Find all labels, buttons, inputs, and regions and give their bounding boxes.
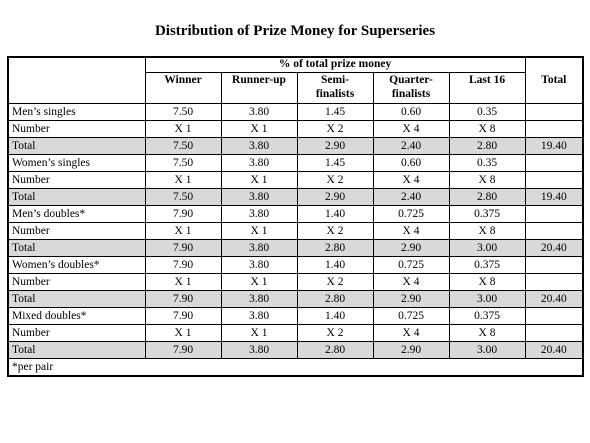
table-cell: 1.40 [297,308,373,325]
table-row [8,223,583,240]
table-cell: 1.45 [297,155,373,172]
table-cell: 20.40 [525,342,583,359]
table-cell [525,172,583,189]
table-cell: X 4 [373,325,449,342]
page-title: Distribution of Prize Money for Superseries [154,23,436,39]
table-cell: 19.40 [525,189,583,206]
table-cell: 7.90 [145,240,221,257]
table-cell: 3.80 [221,104,297,121]
row-label: Number [8,223,145,240]
table-cell: 0.375 [449,206,525,223]
table-cell: X 1 [221,223,297,240]
table-cell: X 8 [449,172,525,189]
table-cell: X 2 [297,223,373,240]
table-cell: 7.50 [145,155,221,172]
table-cell: 7.50 [145,189,221,206]
table-row [8,138,583,155]
table-cell [525,104,583,121]
table-row [8,206,583,223]
table-cell: 3.80 [221,257,297,274]
table-cell [525,206,583,223]
table-cell: 0.35 [449,155,525,172]
table-cell: 0.725 [373,257,449,274]
table-cell: X 2 [297,325,373,342]
table-cell [525,274,583,291]
table-row [8,325,583,342]
table-cell: X 1 [145,274,221,291]
corner-cell-lower [8,73,145,104]
table-cell: 2.80 [297,291,373,308]
row-label: Men’s singles [8,104,145,121]
table-cell: 19.40 [525,138,583,155]
table-cell [525,325,583,342]
corner-cell [8,57,145,73]
table-cell: X 4 [373,121,449,138]
table-cell: 0.375 [449,308,525,325]
table-cell: X 8 [449,325,525,342]
table-cell: X 1 [145,325,221,342]
table-cell: X 4 [373,223,449,240]
table-cell: X 2 [297,121,373,138]
row-label: Mixed doubles* [8,308,145,325]
table-cell: 2.90 [373,291,449,308]
table-cell: X 1 [221,121,297,138]
table-cell: 3.00 [449,291,525,308]
row-label: Total [8,189,145,206]
table-cell: 3.80 [221,240,297,257]
row-label: Number [8,274,145,291]
table-cell: 3.80 [221,308,297,325]
table-cell: 0.725 [373,308,449,325]
table-cell: X 1 [221,325,297,342]
table-cell: 0.60 [373,155,449,172]
table-cell: 2.80 [297,240,373,257]
table-cell: 7.90 [145,206,221,223]
table-cell: 2.80 [449,189,525,206]
table-cell: 0.60 [373,104,449,121]
table-cell: 7.90 [145,291,221,308]
table-row [8,274,583,291]
table-cell: 0.375 [449,257,525,274]
row-label: Number [8,172,145,189]
column-header: Winner [145,73,221,104]
table-cell: X 1 [145,223,221,240]
table-row [8,189,583,206]
table-cell: 7.90 [145,342,221,359]
table-cell [525,308,583,325]
table-row [8,257,583,274]
table-cell: X 1 [221,274,297,291]
row-label: Total [8,240,145,257]
row-label: Total [8,138,145,155]
footnote: *per pair [8,359,583,377]
table-cell [525,121,583,138]
table-row [8,342,583,359]
column-header: Total [525,73,583,104]
table-cell: 2.40 [373,138,449,155]
table-cell: 3.80 [221,138,297,155]
table-row [8,104,583,121]
table-cell: 7.90 [145,257,221,274]
row-label: Number [8,121,145,138]
table-cell: 0.725 [373,206,449,223]
table-row [8,308,583,325]
table-cell: X 8 [449,274,525,291]
table-cell: 1.40 [297,206,373,223]
table-cell: 2.80 [449,138,525,155]
table-cell: 2.90 [373,240,449,257]
row-label: Women’s doubles* [8,257,145,274]
table-cell: X 8 [449,121,525,138]
table-cell: 3.00 [449,342,525,359]
table-cell: X 1 [221,172,297,189]
table-row [8,155,583,172]
table-cell: X 4 [373,172,449,189]
row-label: Number [8,325,145,342]
total-header-top [525,57,583,73]
row-label: Men’s doubles* [8,206,145,223]
table-cell: 2.40 [373,189,449,206]
row-label: Total [8,291,145,308]
table-row [8,172,583,189]
table-cell: X 2 [297,172,373,189]
table-row [8,291,583,308]
table-row [8,121,583,138]
footnote-row [8,359,583,377]
table-cell: X 4 [373,274,449,291]
table-cell: X 2 [297,274,373,291]
table-cell: 3.80 [221,206,297,223]
table-cell: X 1 [145,172,221,189]
table-cell: 3.00 [449,240,525,257]
table-cell: X 8 [449,223,525,240]
table-cell [525,223,583,240]
column-header: Runner-up [221,73,297,104]
table-cell: 3.80 [221,342,297,359]
table-cell: 0.35 [449,104,525,121]
table-cell: 2.90 [297,138,373,155]
table-cell: 3.80 [221,189,297,206]
column-header: Last 16 [449,73,525,104]
column-header: Quarter- finalists [373,73,449,104]
table-cell: 7.50 [145,104,221,121]
table-cell [525,257,583,274]
table-cell: 1.40 [297,257,373,274]
table-cell: X 1 [145,121,221,138]
column-header: Semi- finalists [297,73,373,104]
table-cell: 2.90 [373,342,449,359]
group-header: % of total prize money [145,57,525,73]
table-cell: 20.40 [525,240,583,257]
row-label: Total [8,342,145,359]
table-cell: 7.50 [145,138,221,155]
table-cell: 3.80 [221,155,297,172]
table-cell: 2.80 [297,342,373,359]
table-cell: 3.80 [221,291,297,308]
table-cell: 20.40 [525,291,583,308]
table-cell: 1.45 [297,104,373,121]
table-cell [525,155,583,172]
prize-money-table [7,56,584,377]
table-row [8,240,583,257]
row-label: Women’s singles [8,155,145,172]
table-cell: 7.90 [145,308,221,325]
table-cell: 2.90 [297,189,373,206]
